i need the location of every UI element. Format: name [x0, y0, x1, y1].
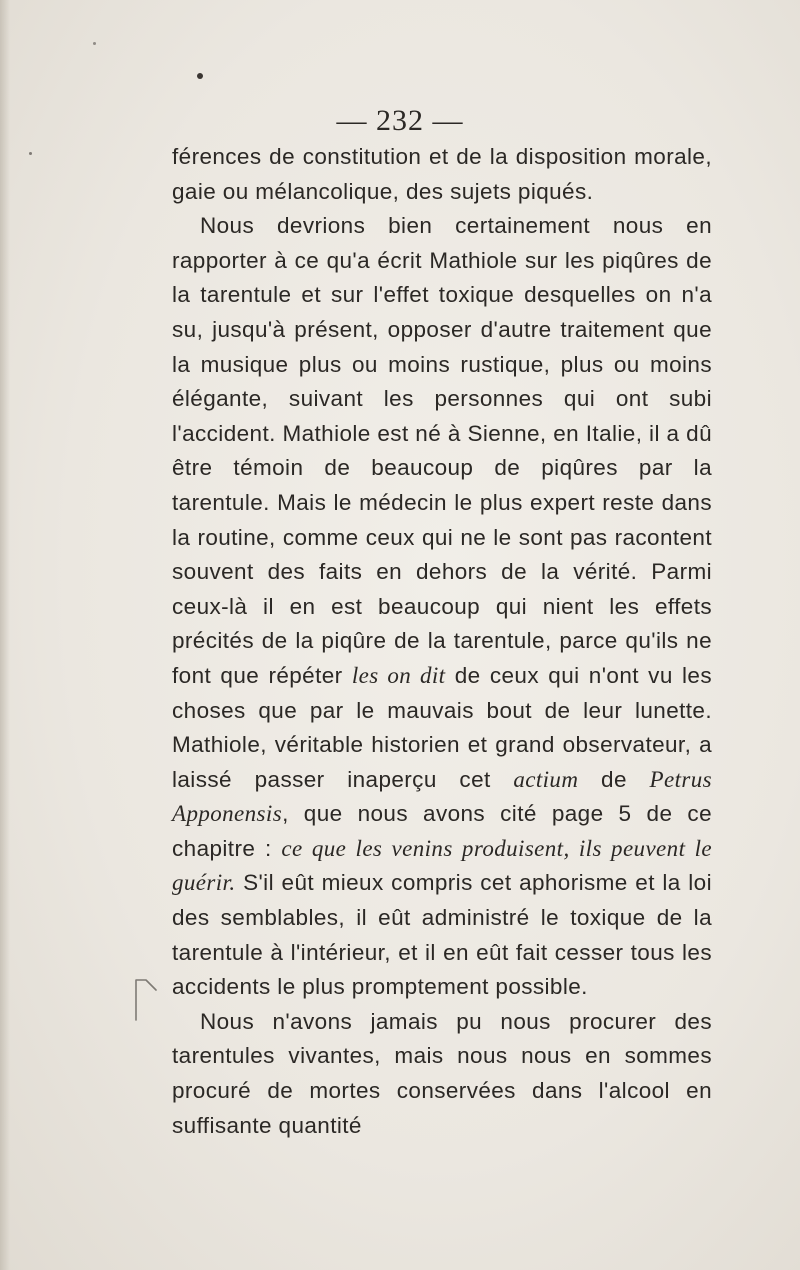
page-number: — 232 —: [336, 104, 464, 137]
italic-actium: actium: [513, 766, 579, 792]
paragraph-2-part-1: Nous devrions bien certainement nous en rapporter à ce qu'a écrit Mathiole sur les piqûres de la tarentule et sur l'effet toxique desquelles on n'a su, jusqu'à présent, opposer d'autre traitement que la musique plus ou moins rustique, plus ou moins élégante, suivant les personnes qui ont subi l'accident. Mathiole est né à Sienne, en Italie, il a dû être témoin de beaucoup de piqûres par la tarentule. Mais le médecin le plus expert reste dans la routine, comme ceux qui ne le sont pas racontent souvent des faits en dehors de la vérité. Parmi ceux-là il en est beaucoup qui nient les effets précités de la piqûre de la tarentule, parce qu'ils ne font que répéter: [172, 213, 712, 688]
italic-les-on-dit: les on dit: [351, 662, 446, 688]
paragraph-3: Nous n'avons jamais pu nous procurer des tarentules vivantes, mais nous nous en sommes procuré de mortes conservées dans l'alcool en suffisante quantité: [172, 1008, 712, 1138]
paragraph-2-part-5: S'il eût mieux compris cet aphorisme et la loi des semblables, il eût administré le toxique de la tarentule à l'intérieur, et il en eût fait cesser tous les accidents le plus promptement possible.: [172, 870, 712, 1000]
pencil-margin-mark: [122, 976, 166, 1024]
italic-petrus-apponensis: Petrus Apponensis: [172, 766, 712, 827]
paragraph-2-part-3: de: [578, 766, 650, 792]
paragraph-2: [172, 209, 712, 1005]
paragraph-2-part-4: , que nous avons cité page 5 de ce chapitre :: [172, 801, 712, 861]
paragraph-1: férences de constitution et de la disposition morale, gaie ou mélancolique, des sujets piqués.: [172, 144, 712, 204]
ink-speck: [197, 73, 203, 79]
italic-aphorism-quote: ce que les venins produisent, ils peuvent le guérir.: [172, 835, 713, 896]
ink-speck: [29, 152, 32, 155]
body-text: [172, 140, 712, 1143]
ink-speck: [93, 42, 96, 45]
page-binding-shadow: [0, 0, 10, 1270]
paragraph-2-part-2: de ceux qui n'ont vu les choses que par le mauvais bout de leur lunette. Mathiole, véritable historien et grand observateur, a laissé passer inaperçu cet: [172, 662, 712, 792]
